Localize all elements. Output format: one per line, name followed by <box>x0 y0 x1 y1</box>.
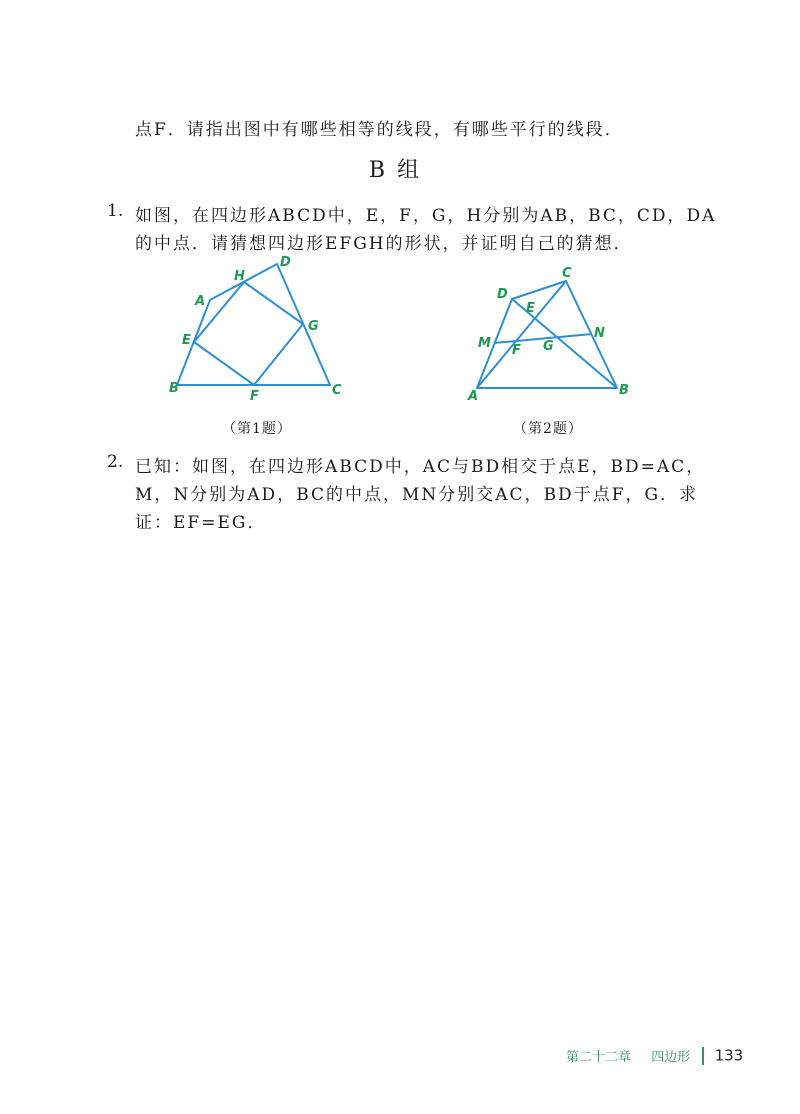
fig1-label-f: F <box>250 389 259 404</box>
footer-chapter: 第二十二章 <box>566 1050 632 1065</box>
footer-chapter-title: 四边形 <box>651 1050 691 1065</box>
fig2-label-c: C <box>562 266 572 281</box>
problem-1-number: 1. <box>107 201 124 221</box>
fig2-label-f: F <box>512 343 521 358</box>
fig2-label-m: M <box>478 336 491 351</box>
fig2-label-g: G <box>543 339 554 354</box>
fig1-label-d: D <box>280 255 291 270</box>
fig1-label-h: H <box>234 269 245 284</box>
page-footer <box>566 1046 743 1065</box>
figure-1-caption: （第1题） <box>222 421 292 437</box>
fig2-label-e: E <box>526 301 535 316</box>
carryover-text: 点F．请指出图中有哪些相等的线段，有哪些平行的线段． <box>135 120 624 140</box>
fig1-label-g: G <box>308 319 319 334</box>
problem-2-line-3: 证：EF=EG． <box>135 513 267 533</box>
figure-2 <box>465 262 635 404</box>
problem-1-line-1: 如图，在四边形ABCD中，E，F，G，H分别为AB，BC，CD，DA <box>135 206 717 226</box>
fig1-label-a: A <box>195 294 206 309</box>
fig2-label-a: A <box>468 389 479 404</box>
fig1-label-e: E <box>182 333 191 348</box>
footer-divider <box>702 1047 704 1065</box>
section-heading: B组 <box>368 158 432 183</box>
fig2-label-n: N <box>594 326 605 341</box>
problem-2-line-2: M，N分别为AD，BC的中点，MN分别交AC，BD于点F，G．求 <box>135 485 699 505</box>
fig2-label-d: D <box>497 287 508 302</box>
figure-1 <box>160 248 360 408</box>
fig1-quad-efgh <box>194 282 303 385</box>
figure-2-caption: （第2题） <box>513 421 583 437</box>
page-number: 133 <box>714 1046 744 1065</box>
problem-2-line-1: 已知：如图，在四边形ABCD中，AC与BD相交于点E，BD=AC， <box>135 457 706 477</box>
problem-1-line-2: 的中点．请猜想四边形EFGH的形状，并证明自己的猜想． <box>135 234 633 254</box>
problem-2-number: 2. <box>107 452 124 472</box>
fig1-label-c: C <box>332 383 342 398</box>
fig1-label-b: B <box>169 381 179 396</box>
fig2-label-b: B <box>619 383 629 398</box>
